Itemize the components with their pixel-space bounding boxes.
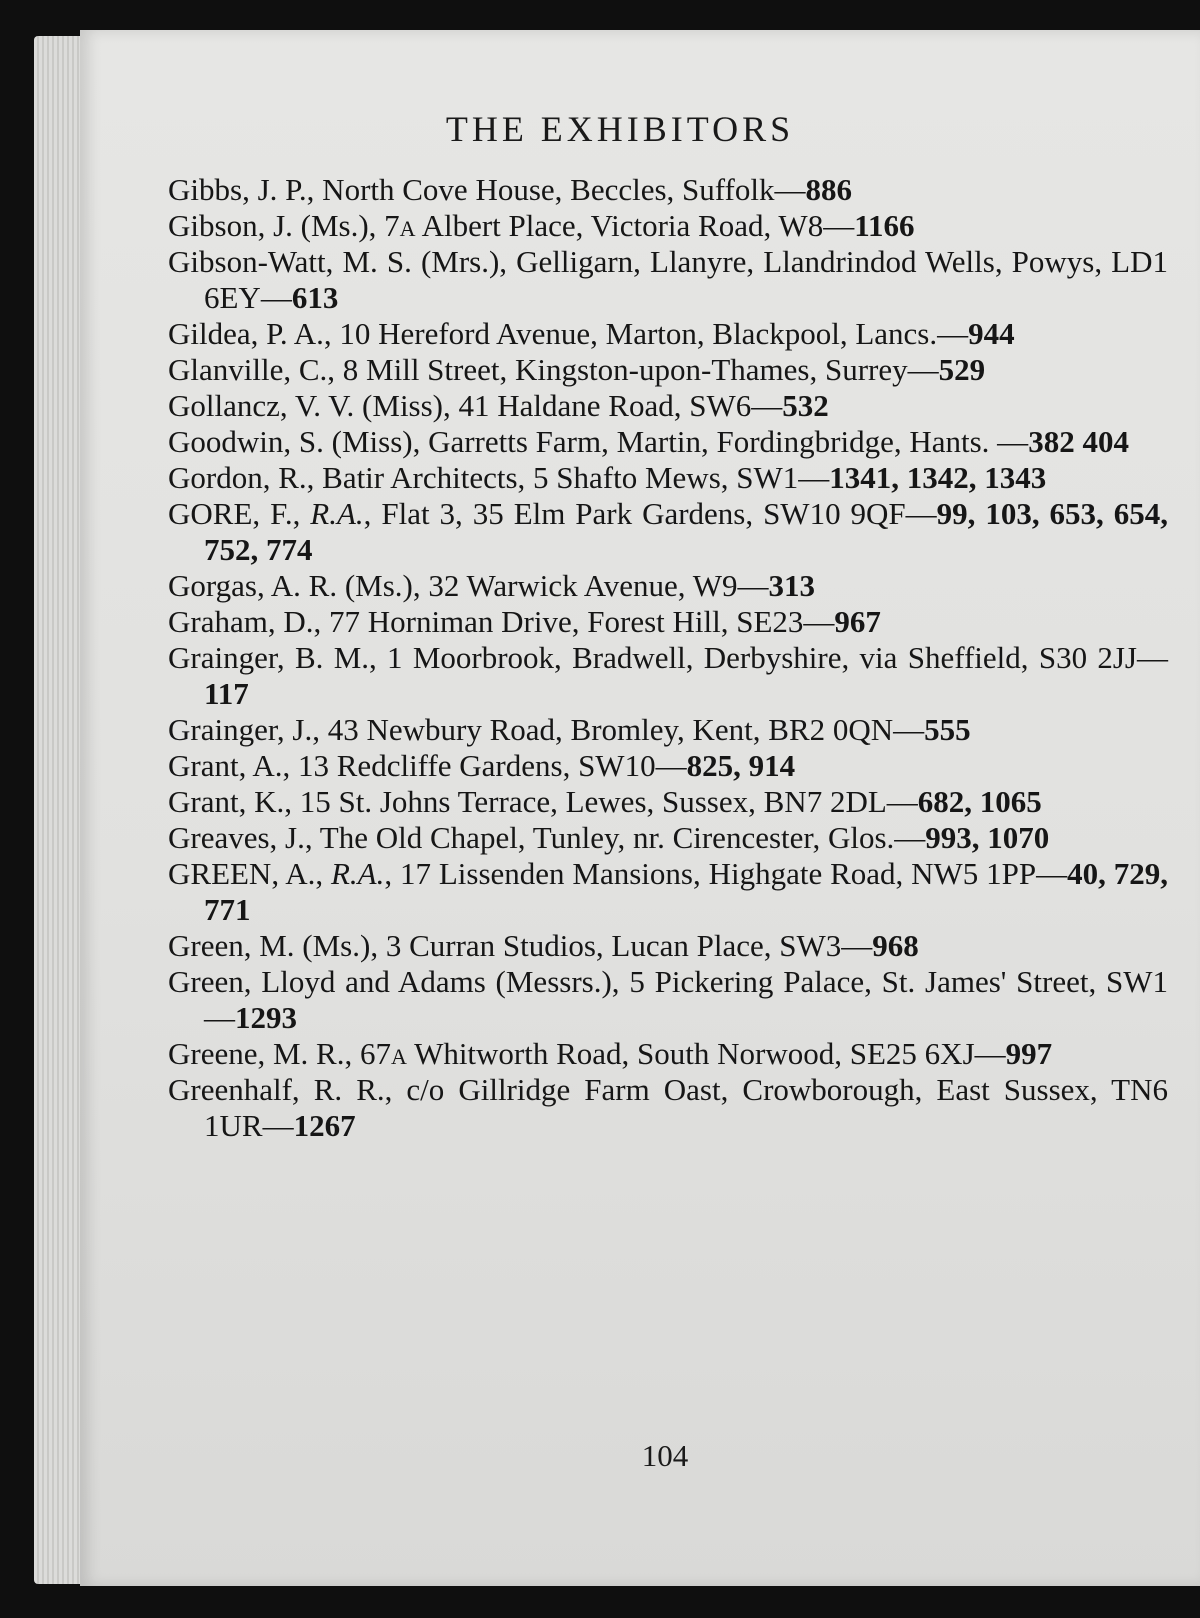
exhibitor-entry: Gibson-Watt, M. S. (Mrs.), Gelligarn, Llanyre, Llandrindod Wells, Powys, LD1 6EY—613 bbox=[168, 244, 1168, 315]
catalogue-numbers: 117 bbox=[204, 676, 249, 711]
catalogue-numbers: 613 bbox=[291, 280, 339, 315]
catalogue-numbers: 968 bbox=[872, 928, 919, 963]
exhibitor-entry: Gibson, J. (Ms.), 7a Albert Place, Victoria Road, W8—1166 bbox=[168, 208, 915, 243]
catalogue-numbers: 1267 bbox=[293, 1108, 356, 1143]
catalogue-numbers: 993, 1070 bbox=[925, 820, 1050, 855]
exhibitor-entry: Gollancz, V. V. (Miss), 41 Haldane Road, SW6—532 bbox=[168, 388, 829, 423]
exhibitor-entry: Green, M. (Ms.), 3 Curran Studios, Lucan Place, SW3—968 bbox=[168, 928, 919, 963]
exhibitor-entry: Greenhalf, R. R., c/o Gillridge Farm Oast, Crowborough, East Sussex, TN6 1UR—1267 bbox=[168, 1072, 1168, 1143]
catalogue-numbers: 682, 1065 bbox=[917, 784, 1042, 819]
catalogue-numbers: 1341, 1342, 1343 bbox=[829, 460, 1047, 495]
exhibitor-entry: Grainger, B. M., 1 Moorbrook, Bradwell, Derbyshire, via Sheffield, S30 2JJ—117 bbox=[168, 640, 1168, 711]
exhibitor-entry: Graham, D., 77 Horniman Drive, Forest Hill, SE23—967 bbox=[168, 604, 881, 639]
catalogue-numbers: 555 bbox=[924, 712, 971, 747]
exhibitor-entry: Glanville, C., 8 Mill Street, Kingston-upon-Thames, Surrey—529 bbox=[168, 352, 986, 387]
exhibitor-entry: GORE, F., R.A., Flat 3, 35 Elm Park Gardens, SW10 9QF—99, 103, 653, 654, 752, 774 bbox=[168, 496, 1168, 567]
catalogue-numbers: 529 bbox=[938, 352, 986, 387]
exhibitor-entry: Greene, M. R., 67a Whitworth Road, South Norwood, SE25 6XJ—997 bbox=[168, 1036, 1053, 1071]
exhibitor-entry: Grant, K., 15 St. Johns Terrace, Lewes, Sussex, BN7 2DL—682, 1065 bbox=[168, 784, 1042, 819]
exhibitor-entry: Gordon, R., Batir Architects, 5 Shafto Mews, SW1—1341, 1342, 1343 bbox=[168, 460, 1047, 495]
catalogue-numbers: 997 bbox=[1005, 1036, 1053, 1071]
exhibitor-entry: Grainger, J., 43 Newbury Road, Bromley, Kent, BR2 0QN—555 bbox=[168, 712, 971, 747]
exhibitor-entry: Gildea, P. A., 10 Hereford Avenue, Marton, Blackpool, Lancs.—944 bbox=[168, 316, 1015, 351]
exhibitor-entry: Goodwin, S. (Miss), Garretts Farm, Martin, Fordingbridge, Hants. —382 404 bbox=[168, 424, 1129, 459]
catalogue-numbers: 40, 729, 771 bbox=[204, 856, 1168, 927]
exhibitor-entry: Gorgas, A. R. (Ms.), 32 Warwick Avenue, W9—313 bbox=[168, 568, 816, 603]
catalogue-numbers: 825, 914 bbox=[686, 748, 796, 783]
catalogue-numbers: 532 bbox=[782, 388, 829, 423]
catalogue-numbers: 967 bbox=[834, 604, 881, 639]
exhibitor-entry: Greaves, J., The Old Chapel, Tunley, nr. Cirencester, Glos.—993, 1070 bbox=[168, 820, 1050, 855]
catalogue-numbers: 1166 bbox=[854, 208, 915, 243]
page-number: 104 bbox=[641, 1438, 689, 1473]
catalogue-numbers: 944 bbox=[968, 316, 1015, 351]
exhibitor-entry: Gibbs, J. P., North Cove House, Beccles, Suffolk—886 bbox=[168, 172, 852, 207]
exhibitor-entry: Green, Lloyd and Adams (Messrs.), 5 Pickering Palace, St. James' Street, SW1—1293 bbox=[168, 964, 1168, 1035]
catalogue-numbers: 382 404 bbox=[1028, 424, 1129, 459]
catalogue-numbers: 886 bbox=[805, 172, 852, 207]
exhibitor-entry: GREEN, A., R.A., 17 Lissenden Mansions, Highgate Road, NW5 1PP—40, 729, 771 bbox=[168, 856, 1168, 927]
page-title: THE EXHIBITORS bbox=[445, 109, 795, 149]
catalogue-numbers: 313 bbox=[768, 568, 816, 603]
catalogue-numbers: 1293 bbox=[235, 1000, 297, 1035]
exhibitor-list bbox=[168, 172, 1168, 1144]
catalogue-numbers: 99, 103, 653, 654, 752, 774 bbox=[204, 496, 1168, 567]
exhibitor-entry: Grant, A., 13 Redcliffe Gardens, SW10—825, 914 bbox=[168, 748, 796, 783]
